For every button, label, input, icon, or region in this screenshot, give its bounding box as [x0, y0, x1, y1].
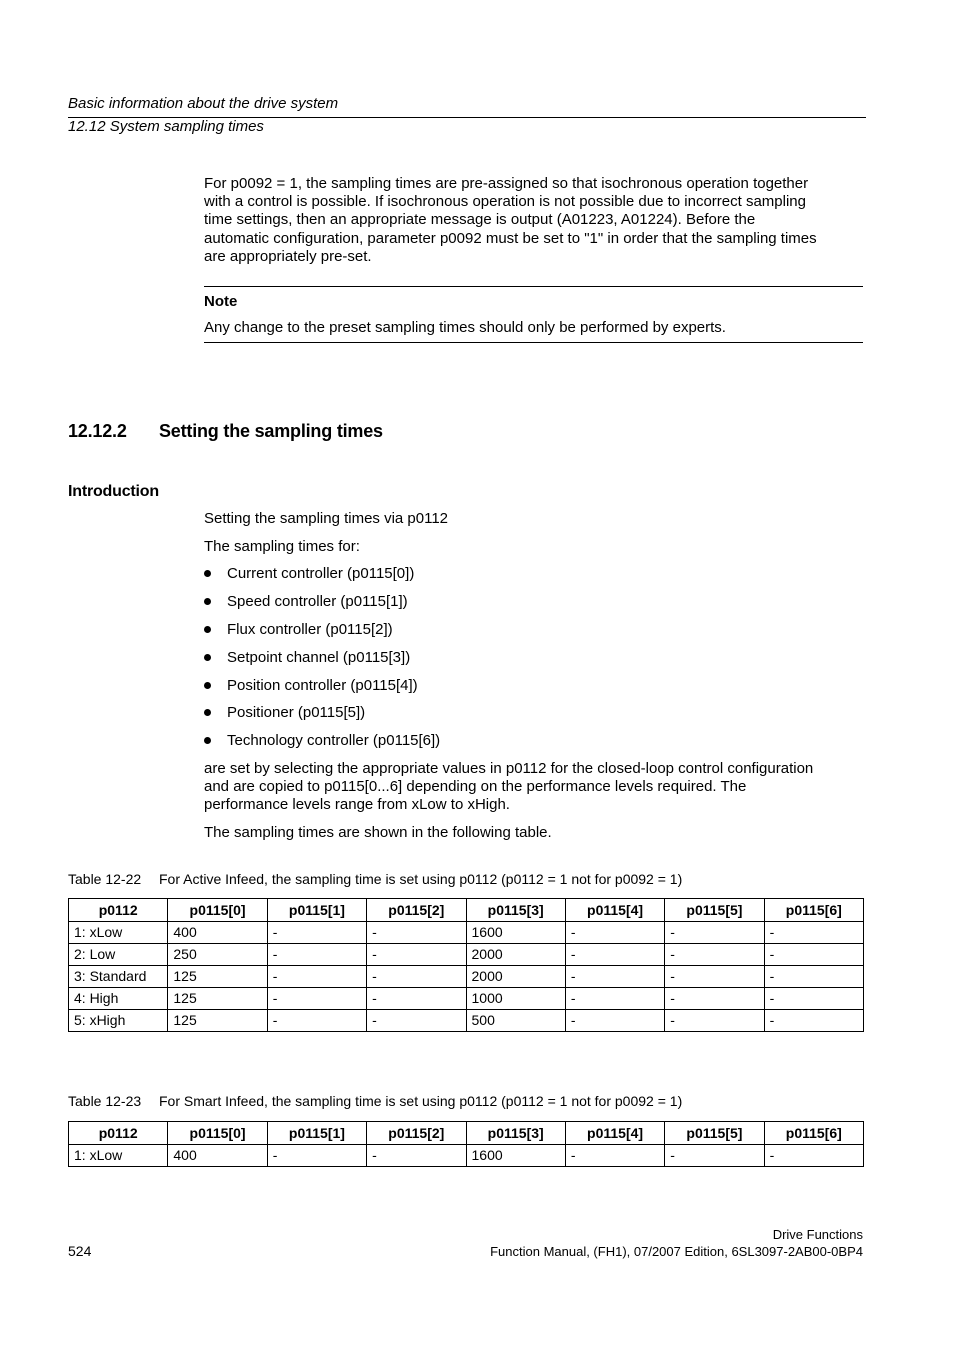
table-header-row	[69, 1122, 864, 1145]
note-text: Any change to the preset sampling times should only be performed by experts.	[204, 319, 726, 336]
column-header: p0115[6]	[764, 1122, 863, 1145]
table-cell: -	[267, 922, 366, 944]
table-cell: 1000	[466, 988, 565, 1010]
table-cell: -	[367, 922, 466, 944]
table-cell: -	[665, 1010, 764, 1032]
introduction-paragraph	[204, 760, 869, 815]
table-row	[69, 988, 864, 1010]
introduction-line-3: The sampling times are shown in the following table.	[204, 824, 552, 841]
table-row	[69, 922, 864, 944]
table-row	[69, 944, 864, 966]
section-number: 12.12.2	[68, 421, 127, 441]
table-cell: -	[367, 966, 466, 988]
table-cell: -	[764, 1010, 863, 1032]
table1-label: Table 12-22	[68, 871, 142, 887]
table-cell: -	[267, 944, 366, 966]
intro-line: time settings, then an appropriate message is output (A01223, A01224). Before the	[204, 211, 756, 229]
table-cell: -	[565, 944, 664, 966]
table-cell: -	[764, 1145, 863, 1167]
table-cell: 1600	[466, 1145, 565, 1167]
section-title: Setting the sampling times	[159, 421, 383, 441]
table-cell: 1: xLow	[69, 922, 168, 944]
table-cell: -	[665, 1145, 764, 1167]
table-row	[69, 1010, 864, 1032]
table-cell: 2000	[466, 966, 565, 988]
introduction-line-2: The sampling times for:	[204, 538, 360, 555]
table-row	[69, 966, 864, 988]
note-title: Note	[204, 293, 238, 310]
table-cell: -	[764, 988, 863, 1010]
table-cell: -	[267, 966, 366, 988]
column-header: p0115[6]	[764, 899, 863, 922]
column-header: p0115[2]	[367, 899, 466, 922]
table-cell: 500	[466, 1010, 565, 1032]
intro-paragraph	[204, 175, 869, 266]
paragraph-line: are set by selecting the appropriate values in p0112 for the closed-loop control configuration	[204, 760, 814, 777]
table-cell: 125	[168, 966, 267, 988]
table-header-row	[69, 899, 864, 922]
table-cell: 5: xHigh	[69, 1010, 168, 1032]
header-section: 12.12 System sampling times	[68, 118, 264, 135]
table1	[68, 898, 864, 1032]
column-header: p0115[1]	[267, 899, 366, 922]
column-header: p0112	[69, 899, 168, 922]
column-header: p0115[1]	[267, 1122, 366, 1145]
table-cell: 1600	[466, 922, 565, 944]
column-header: p0112	[69, 1122, 168, 1145]
table-cell: 2: Low	[69, 944, 168, 966]
table-cell: 125	[168, 1010, 267, 1032]
table-cell: -	[764, 922, 863, 944]
table-cell: -	[367, 944, 466, 966]
table-cell: 2000	[466, 944, 565, 966]
intro-line: with a control is possible. If isochronous operation is not possible due to incorrect sampling	[204, 193, 806, 211]
table-cell: 400	[168, 1145, 267, 1167]
table-cell: -	[764, 944, 863, 966]
table-cell: -	[367, 988, 466, 1010]
paragraph-line: performance levels range from xLow to xHigh.	[204, 796, 510, 814]
intro-line: For p0092 = 1, the sampling times are pre-assigned so that isochronous operation together	[204, 175, 809, 192]
column-header: p0115[5]	[665, 1122, 764, 1145]
bullet-icon	[204, 682, 211, 689]
column-header: p0115[2]	[367, 1122, 466, 1145]
bullet-icon	[204, 654, 211, 661]
table-cell: -	[565, 1145, 664, 1167]
intro-line: are appropriately pre-set.	[204, 247, 372, 265]
note-top-rule	[204, 286, 863, 287]
table2	[68, 1121, 864, 1167]
table2-label: Table 12-23	[68, 1093, 142, 1109]
table1-caption: For Active Infeed, the sampling time is set using p0112 (p0112 = 1 not for p0092 = 1)	[159, 871, 683, 887]
table-cell: -	[665, 944, 764, 966]
table-cell: -	[565, 1010, 664, 1032]
table-cell: -	[267, 988, 366, 1010]
footer-title: Drive Functions	[772, 1227, 863, 1242]
table-cell: -	[665, 966, 764, 988]
column-header: p0115[3]	[466, 1122, 565, 1145]
introduction-heading: Introduction	[68, 483, 159, 500]
table-cell: -	[367, 1145, 466, 1167]
table-row	[69, 1145, 864, 1167]
header-chapter: Basic information about the drive system	[68, 95, 339, 112]
bullet-list: Current controller (p0115[0]) Speed controller (p0115[1]) Flux controller (p0115[2]) Setpoint channel (p0115[3]) Position controller (p0115[4]) Positioner (p0115[5]) Technology controller (p0115[6])	[204, 565, 604, 765]
table-cell: -	[665, 922, 764, 944]
table-cell: -	[267, 1010, 366, 1032]
bullet-icon	[204, 737, 211, 744]
table2-caption: For Smart Infeed, the sampling time is set using p0112 (p0112 = 1 not for p0092 = 1)	[159, 1093, 683, 1109]
page-number: 524	[68, 1243, 92, 1259]
bullet-icon	[204, 570, 211, 577]
table-cell: -	[665, 988, 764, 1010]
footer-manual: Function Manual, (FH1), 07/2007 Edition, 6SL3097-2AB00-0BP4	[490, 1244, 863, 1259]
column-header: p0115[5]	[665, 899, 764, 922]
introduction-line-1: Setting the sampling times via p0112	[204, 510, 449, 527]
table-cell: -	[267, 1145, 366, 1167]
bullet-icon	[204, 626, 211, 633]
column-header: p0115[0]	[168, 1122, 267, 1145]
table-cell: 4: High	[69, 988, 168, 1010]
table-cell: -	[565, 988, 664, 1010]
table-cell: 250	[168, 944, 267, 966]
bullet-icon	[204, 598, 211, 605]
column-header: p0115[4]	[565, 899, 664, 922]
table-cell: -	[565, 922, 664, 944]
column-header: p0115[3]	[466, 899, 565, 922]
column-header: p0115[4]	[565, 1122, 664, 1145]
table-cell: -	[764, 966, 863, 988]
table-cell: -	[367, 1010, 466, 1032]
table-cell: 125	[168, 988, 267, 1010]
table-cell: 400	[168, 922, 267, 944]
bullet-icon	[204, 709, 211, 716]
note-bottom-rule	[204, 342, 863, 343]
table-cell: -	[565, 966, 664, 988]
column-header: p0115[0]	[168, 899, 267, 922]
intro-line: automatic configuration, parameter p0092 must be set to "1" in order that the sampling times	[204, 229, 817, 247]
table-cell: 3: Standard	[69, 966, 168, 988]
table-cell: 1: xLow	[69, 1145, 168, 1167]
paragraph-line: and are copied to p0115[0...6] depending on the performance levels required. The	[204, 778, 747, 796]
